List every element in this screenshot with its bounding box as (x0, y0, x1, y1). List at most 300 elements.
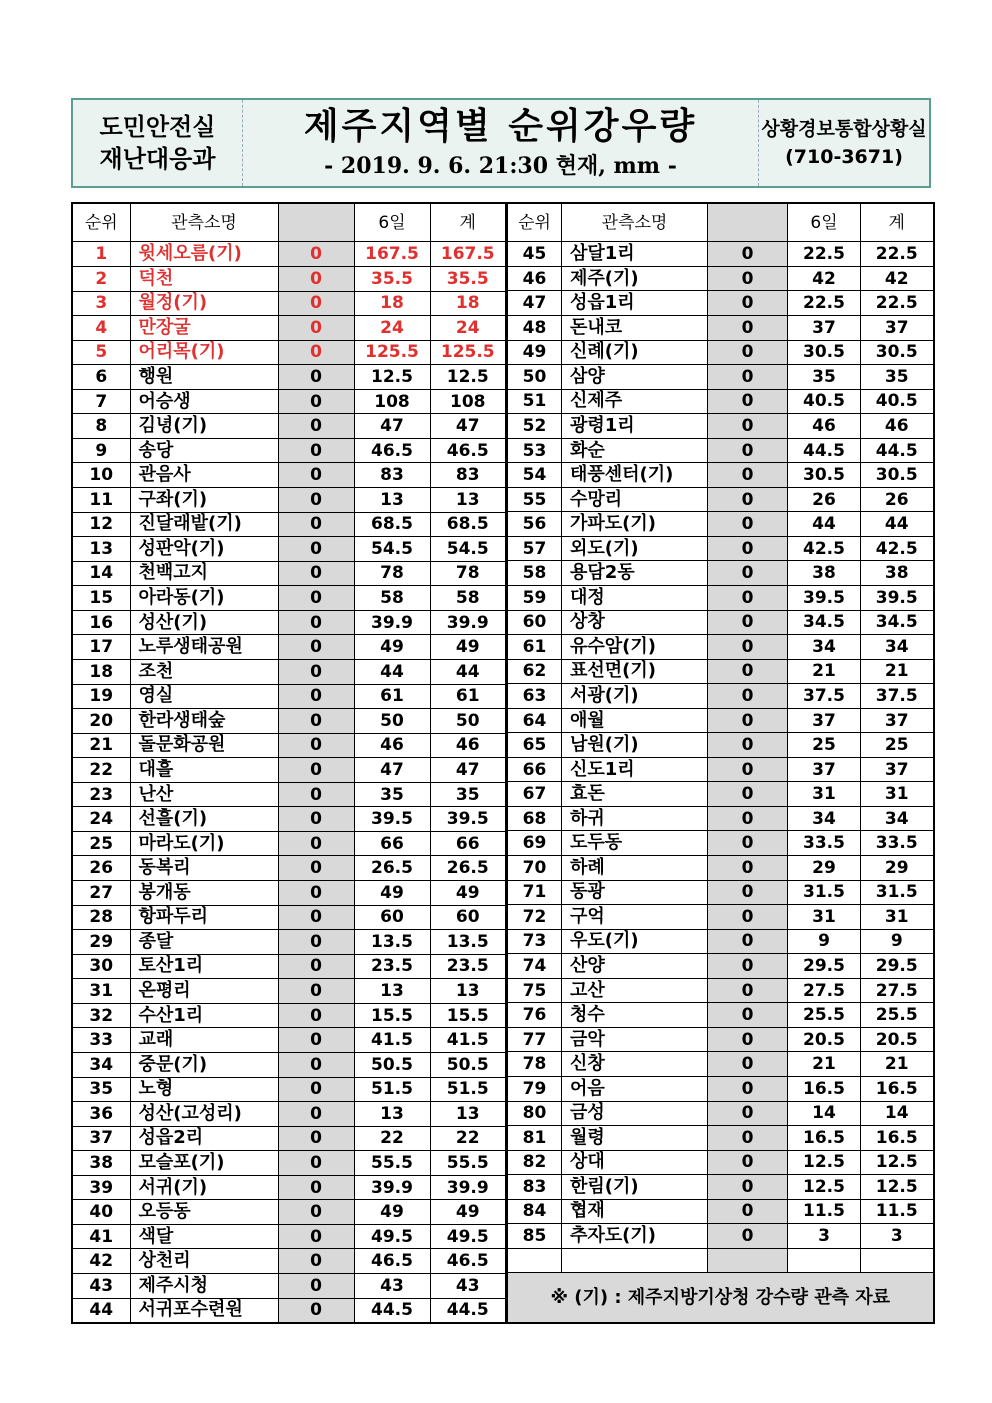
extra-value-cell: 0 (708, 1052, 788, 1077)
day-rainfall-cell: 40.5 (788, 389, 861, 414)
extra-value-cell: 0 (708, 929, 788, 954)
table-header-row (508, 203, 934, 242)
day-rainfall-cell: 29 (788, 856, 861, 881)
department-line-2: 재난대응과 (99, 145, 216, 173)
total-rainfall-cell: 37 (861, 316, 934, 341)
rainfall-table-right (507, 202, 935, 1324)
station-name-cell: 신도1리 (562, 757, 708, 782)
report-title: 제주지역별 순위강우량 (303, 106, 698, 147)
table-row (72, 266, 506, 291)
extra-value-cell: 0 (278, 856, 354, 881)
empty-cell (562, 1248, 708, 1273)
table-row (508, 635, 934, 660)
extra-value-cell: 0 (278, 365, 354, 390)
day-rainfall-cell: 58 (354, 586, 430, 611)
extra-value-cell: 0 (708, 978, 788, 1003)
day-rainfall-cell: 20.5 (788, 1027, 861, 1052)
day-rainfall-cell: 167.5 (354, 242, 430, 267)
table-row (508, 659, 934, 684)
day-rainfall-cell: 41.5 (354, 1028, 430, 1053)
station-name-cell: 삼달1리 (562, 242, 708, 267)
station-name-cell: 상대 (562, 1150, 708, 1175)
day-rainfall-cell: 38 (788, 561, 861, 586)
total-rainfall-cell: 43 (430, 1274, 506, 1299)
extra-value-cell: 0 (708, 487, 788, 512)
station-name-cell: 금성 (562, 1101, 708, 1126)
rank-cell: 19 (72, 684, 130, 709)
day-rainfall-cell: 35 (788, 365, 861, 390)
total-rainfall-cell: 61 (430, 684, 506, 709)
table-row (72, 365, 506, 390)
rank-cell: 4 (72, 316, 130, 341)
station-name-cell: 태풍센터(기) (562, 463, 708, 488)
station-name-cell: 삼양 (562, 365, 708, 390)
total-rainfall-cell: 25.5 (861, 1003, 934, 1028)
station-name-cell: 동광 (562, 880, 708, 905)
extra-value-cell: 0 (278, 979, 354, 1004)
station-name-cell: 돌문화공원 (130, 733, 278, 758)
extra-value-cell: 0 (708, 266, 788, 291)
day-rainfall-cell: 44.5 (354, 1298, 430, 1323)
total-rainfall-cell: 3 (861, 1224, 934, 1249)
table-row (508, 1076, 934, 1101)
total-rainfall-cell: 27.5 (861, 978, 934, 1003)
day-rainfall-cell: 37.5 (788, 684, 861, 709)
station-name-cell: 선흘(기) (130, 807, 278, 832)
extra-value-cell: 0 (708, 1175, 788, 1200)
rank-cell: 26 (72, 856, 130, 881)
table-row (72, 242, 506, 267)
day-rainfall-cell: 49 (354, 1200, 430, 1225)
day-rainfall-cell: 61 (354, 684, 430, 709)
extra-value-cell: 0 (278, 488, 354, 513)
total-rainfall-cell: 16.5 (861, 1076, 934, 1101)
table-row (72, 1175, 506, 1200)
station-name-cell: 한라생태숲 (130, 709, 278, 734)
rank-cell: 17 (72, 635, 130, 660)
rank-cell: 13 (72, 537, 130, 562)
day-rainfall-cell: 39.9 (354, 1175, 430, 1200)
extra-value-cell: 0 (278, 1298, 354, 1323)
total-rainfall-cell: 49 (430, 1200, 506, 1225)
table-row (508, 1150, 934, 1175)
total-rainfall-cell: 66 (430, 831, 506, 856)
station-name-cell: 윗세오름(기) (130, 242, 278, 267)
table-row (508, 782, 934, 807)
table-row (72, 561, 506, 586)
table-row (72, 463, 506, 488)
station-name-cell: 종달 (130, 930, 278, 955)
total-rainfall-cell: 12.5 (430, 365, 506, 390)
total-rainfall-cell: 33.5 (861, 831, 934, 856)
rank-cell: 21 (72, 733, 130, 758)
rank-cell: 23 (72, 782, 130, 807)
table-row (508, 561, 934, 586)
extra-value-cell: 0 (708, 463, 788, 488)
total-rainfall-cell: 20.5 (861, 1027, 934, 1052)
station-name-cell: 행원 (130, 365, 278, 390)
station-name-cell: 상천리 (130, 1249, 278, 1274)
table-row (72, 905, 506, 930)
extra-value-cell: 0 (278, 586, 354, 611)
extra-value-cell: 0 (278, 1151, 354, 1176)
extra-value-cell: 0 (278, 881, 354, 906)
total-rainfall-cell: 26.5 (430, 856, 506, 881)
day-rainfall-cell: 13 (354, 979, 430, 1004)
table-row (508, 463, 934, 488)
table-row (508, 1224, 934, 1249)
contact-box (759, 100, 929, 186)
day-rainfall-cell: 26.5 (354, 856, 430, 881)
station-name-cell: 표선면(기) (562, 659, 708, 684)
extra-value-cell: 0 (278, 561, 354, 586)
table-row (508, 1126, 934, 1151)
note-row (508, 1273, 934, 1323)
station-name-cell: 온평리 (130, 979, 278, 1004)
table-row (72, 1102, 506, 1127)
day-rainfall-cell: 31 (788, 905, 861, 930)
rank-cell: 20 (72, 709, 130, 734)
station-name-cell: 협재 (562, 1199, 708, 1224)
rank-cell: 77 (508, 1027, 562, 1052)
extra-value-cell: 0 (278, 512, 354, 537)
total-rainfall-cell: 40.5 (861, 389, 934, 414)
extra-value-cell: 0 (708, 757, 788, 782)
extra-value-cell: 0 (708, 561, 788, 586)
rank-cell: 44 (72, 1298, 130, 1323)
table-row (508, 806, 934, 831)
table-row (72, 438, 506, 463)
extra-value-cell: 0 (278, 316, 354, 341)
station-name-cell: 서귀(기) (130, 1175, 278, 1200)
rank-cell: 7 (72, 389, 130, 414)
table-row (72, 807, 506, 832)
extra-value-cell: 0 (278, 659, 354, 684)
rank-cell: 62 (508, 659, 562, 684)
station-name-cell: 유수암(기) (562, 635, 708, 660)
total-rainfall-cell: 167.5 (430, 242, 506, 267)
rainfall-tables (71, 202, 931, 1324)
day-rainfall-cell: 42 (788, 266, 861, 291)
total-rainfall-cell: 42 (861, 266, 934, 291)
total-rainfall-cell: 44 (861, 512, 934, 537)
rank-cell: 1 (72, 242, 130, 267)
rank-cell: 12 (72, 512, 130, 537)
day-rainfall-cell: 23.5 (354, 954, 430, 979)
extra-value-cell: 0 (278, 537, 354, 562)
extra-value-cell: 0 (708, 610, 788, 635)
rainfall-table-left (71, 202, 507, 1324)
total-rainfall-cell: 34 (861, 806, 934, 831)
rank-cell: 64 (508, 708, 562, 733)
extra-value-cell: 0 (708, 291, 788, 316)
extra-value-cell: 0 (708, 536, 788, 561)
table-row (508, 684, 934, 709)
extra-value-cell: 0 (278, 242, 354, 267)
station-name-cell: 노형 (130, 1077, 278, 1102)
rank-cell: 59 (508, 586, 562, 611)
total-rainfall-cell: 15.5 (430, 1003, 506, 1028)
table-row (72, 340, 506, 365)
station-name-cell: 성산(고성리) (130, 1102, 278, 1127)
table-row (72, 1224, 506, 1249)
station-name-cell: 덕천 (130, 266, 278, 291)
col-total-header: 계 (430, 203, 506, 242)
day-rainfall-cell: 21 (788, 1052, 861, 1077)
extra-value-cell: 0 (708, 512, 788, 537)
table-row (72, 684, 506, 709)
total-rainfall-cell: 78 (430, 561, 506, 586)
station-name-cell: 금악 (562, 1027, 708, 1052)
day-rainfall-cell: 42.5 (788, 536, 861, 561)
station-name-cell: 애월 (562, 708, 708, 733)
table-row (72, 414, 506, 439)
station-name-cell: 어승생 (130, 389, 278, 414)
station-name-cell: 대흘 (130, 758, 278, 783)
table-row (508, 831, 934, 856)
extra-value-cell: 0 (278, 340, 354, 365)
station-name-cell: 노루생태공원 (130, 635, 278, 660)
rank-cell: 16 (72, 610, 130, 635)
day-rainfall-cell: 11.5 (788, 1199, 861, 1224)
rank-cell: 35 (72, 1077, 130, 1102)
total-rainfall-cell: 39.9 (430, 610, 506, 635)
table-row (508, 954, 934, 979)
extra-value-cell: 0 (708, 659, 788, 684)
report-header (71, 98, 931, 188)
extra-value-cell: 0 (278, 1077, 354, 1102)
table-row (508, 1003, 934, 1028)
station-name-cell: 마라도(기) (130, 831, 278, 856)
station-name-cell: 추자도(기) (562, 1224, 708, 1249)
day-rainfall-cell: 16.5 (788, 1076, 861, 1101)
total-rainfall-cell: 55.5 (430, 1151, 506, 1176)
day-rainfall-cell: 39.9 (354, 610, 430, 635)
day-rainfall-cell: 13 (354, 1102, 430, 1127)
extra-value-cell: 0 (708, 1150, 788, 1175)
total-rainfall-cell: 49 (430, 881, 506, 906)
station-name-cell: 항파두리 (130, 905, 278, 930)
station-name-cell: 아라동(기) (130, 586, 278, 611)
station-name-cell: 구좌(기) (130, 488, 278, 513)
rank-cell: 15 (72, 586, 130, 611)
day-rainfall-cell: 35.5 (354, 266, 430, 291)
total-rainfall-cell: 108 (430, 389, 506, 414)
table-row (508, 291, 934, 316)
day-rainfall-cell: 46.5 (354, 438, 430, 463)
rank-cell: 57 (508, 536, 562, 561)
station-name-cell: 어음 (562, 1076, 708, 1101)
rank-cell: 37 (72, 1126, 130, 1151)
col-total-header: 계 (861, 203, 934, 242)
day-rainfall-cell: 78 (354, 561, 430, 586)
day-rainfall-cell: 43 (354, 1274, 430, 1299)
total-rainfall-cell: 125.5 (430, 340, 506, 365)
day-rainfall-cell: 22.5 (788, 242, 861, 267)
rank-cell: 8 (72, 414, 130, 439)
total-rainfall-cell: 22.5 (861, 242, 934, 267)
station-name-cell: 김녕(기) (130, 414, 278, 439)
extra-value-cell: 0 (278, 930, 354, 955)
rank-cell: 73 (508, 929, 562, 954)
total-rainfall-cell: 31 (861, 782, 934, 807)
table-row (508, 880, 934, 905)
extra-value-cell: 0 (278, 733, 354, 758)
table-row (72, 709, 506, 734)
total-rainfall-cell: 60 (430, 905, 506, 930)
day-rainfall-cell: 35 (354, 782, 430, 807)
table-row (508, 856, 934, 881)
extra-value-cell: 0 (708, 1027, 788, 1052)
day-rainfall-cell: 37 (788, 757, 861, 782)
station-name-cell: 성읍2리 (130, 1126, 278, 1151)
table-row (72, 291, 506, 316)
station-name-cell: 남원(기) (562, 733, 708, 758)
rank-cell: 79 (508, 1076, 562, 1101)
table-row (508, 389, 934, 414)
station-name-cell: 월정(기) (130, 291, 278, 316)
rank-cell: 66 (508, 757, 562, 782)
table-row (72, 881, 506, 906)
station-name-cell: 효돈 (562, 782, 708, 807)
total-rainfall-cell: 47 (430, 758, 506, 783)
rank-cell: 78 (508, 1052, 562, 1077)
station-name-cell: 용담2동 (562, 561, 708, 586)
table-row (508, 414, 934, 439)
day-rainfall-cell: 60 (354, 905, 430, 930)
extra-value-cell: 0 (278, 758, 354, 783)
table-row (508, 757, 934, 782)
rank-cell: 6 (72, 365, 130, 390)
extra-value-cell: 0 (278, 414, 354, 439)
extra-value-cell: 0 (708, 340, 788, 365)
total-rainfall-cell: 13 (430, 488, 506, 513)
rank-cell: 11 (72, 488, 130, 513)
rank-cell: 81 (508, 1126, 562, 1151)
rank-cell: 38 (72, 1151, 130, 1176)
day-rainfall-cell: 50.5 (354, 1052, 430, 1077)
table-row (72, 1028, 506, 1053)
extra-value-cell: 0 (708, 1199, 788, 1224)
station-name-cell: 상창 (562, 610, 708, 635)
total-rainfall-cell: 39.5 (861, 586, 934, 611)
extra-value-cell: 0 (708, 1076, 788, 1101)
extra-value-cell: 0 (278, 266, 354, 291)
total-rainfall-cell: 18 (430, 291, 506, 316)
day-rainfall-cell: 27.5 (788, 978, 861, 1003)
total-rainfall-cell: 31.5 (861, 880, 934, 905)
extra-value-cell: 0 (708, 1126, 788, 1151)
table-row (508, 929, 934, 954)
day-rainfall-cell: 34 (788, 635, 861, 660)
total-rainfall-cell: 13.5 (430, 930, 506, 955)
total-rainfall-cell: 21 (861, 659, 934, 684)
day-rainfall-cell: 31 (788, 782, 861, 807)
col-blank-header (708, 203, 788, 242)
extra-value-cell: 0 (278, 463, 354, 488)
station-name-cell: 광령1리 (562, 414, 708, 439)
day-rainfall-cell: 13.5 (354, 930, 430, 955)
total-rainfall-cell: 13 (430, 979, 506, 1004)
station-name-cell: 토산1리 (130, 954, 278, 979)
total-rainfall-cell: 50.5 (430, 1052, 506, 1077)
extra-value-cell: 0 (278, 782, 354, 807)
station-name-cell: 산양 (562, 954, 708, 979)
table-row (508, 242, 934, 267)
table-row (508, 708, 934, 733)
day-rainfall-cell: 47 (354, 414, 430, 439)
empty-cell (788, 1248, 861, 1273)
table-row (72, 1200, 506, 1225)
table-row (72, 782, 506, 807)
total-rainfall-cell: 31 (861, 905, 934, 930)
day-rainfall-cell: 18 (354, 291, 430, 316)
total-rainfall-cell: 46.5 (430, 1249, 506, 1274)
station-name-cell: 중문(기) (130, 1052, 278, 1077)
total-rainfall-cell: 25 (861, 733, 934, 758)
rank-cell: 5 (72, 340, 130, 365)
station-name-cell: 하례 (562, 856, 708, 881)
table-row (508, 316, 934, 341)
station-name-cell: 어리목(기) (130, 340, 278, 365)
station-name-cell: 모슬포(기) (130, 1151, 278, 1176)
day-rainfall-cell: 39.5 (354, 807, 430, 832)
table-row (72, 1274, 506, 1299)
table-row (72, 1003, 506, 1028)
extra-value-cell: 0 (708, 905, 788, 930)
table-row (72, 316, 506, 341)
station-name-cell: 구억 (562, 905, 708, 930)
station-name-cell: 서광(기) (562, 684, 708, 709)
station-name-cell: 송당 (130, 438, 278, 463)
total-rainfall-cell: 12.5 (861, 1175, 934, 1200)
total-rainfall-cell: 37 (861, 708, 934, 733)
day-rainfall-cell: 83 (354, 463, 430, 488)
table-row (72, 659, 506, 684)
table-row (72, 758, 506, 783)
extra-value-cell: 0 (708, 586, 788, 611)
rank-cell: 33 (72, 1028, 130, 1053)
contact-phone: (710-3671) (785, 146, 903, 168)
total-rainfall-cell: 9 (861, 929, 934, 954)
rank-cell: 10 (72, 463, 130, 488)
rank-cell: 45 (508, 242, 562, 267)
total-rainfall-cell: 23.5 (430, 954, 506, 979)
total-rainfall-cell: 49.5 (430, 1224, 506, 1249)
extra-value-cell: 0 (278, 1052, 354, 1077)
day-rainfall-cell: 31.5 (788, 880, 861, 905)
department-box (73, 100, 243, 186)
day-rainfall-cell: 12.5 (354, 365, 430, 390)
station-name-cell: 관음사 (130, 463, 278, 488)
extra-value-cell: 0 (708, 733, 788, 758)
day-rainfall-cell: 68.5 (354, 512, 430, 537)
table-row (72, 586, 506, 611)
extra-value-cell: 0 (278, 807, 354, 832)
station-name-cell: 천백고지 (130, 561, 278, 586)
station-name-cell: 화순 (562, 438, 708, 463)
table-row (72, 930, 506, 955)
col-blank-header (278, 203, 354, 242)
total-rainfall-cell: 12.5 (861, 1150, 934, 1175)
total-rainfall-cell: 29 (861, 856, 934, 881)
rank-cell: 71 (508, 880, 562, 905)
rank-cell: 83 (508, 1175, 562, 1200)
rank-cell: 30 (72, 954, 130, 979)
extra-value-cell: 0 (278, 709, 354, 734)
station-name-cell: 성판악(기) (130, 537, 278, 562)
station-name-cell: 제주시청 (130, 1274, 278, 1299)
